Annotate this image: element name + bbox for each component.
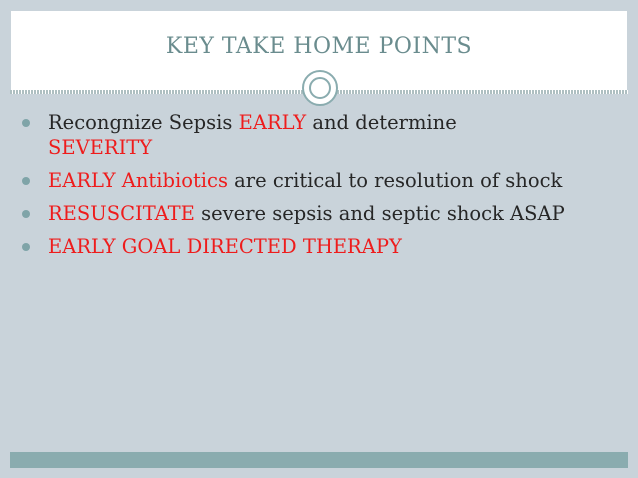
round-bullet-icon [22, 243, 30, 251]
point-1-text: Recongnize Sepsis [48, 111, 239, 134]
point-4-emphasis: EARLY GOAL DIRECTED THERAPY [48, 235, 402, 258]
list-item [0, 201, 638, 226]
round-bullet-icon [22, 119, 30, 127]
key-points-list [0, 110, 638, 267]
footer-bar [10, 452, 628, 468]
list-item [0, 234, 638, 259]
point-3-emphasis: RESUSCITATE [48, 202, 195, 225]
point-1-text-cont: and determine [306, 111, 457, 134]
point-1-emphasis-severity: SEVERITY [48, 136, 153, 159]
point-2-emphasis: EARLY Antibiotics [48, 169, 228, 192]
round-bullet-icon [22, 210, 30, 218]
point-3-text: severe sepsis and septic shock ASAP [194, 202, 565, 225]
point-2-text: are critical to resolution of shock [227, 169, 563, 192]
double-circle-icon [302, 70, 338, 106]
round-bullet-icon [22, 177, 30, 185]
list-item [0, 110, 638, 160]
point-1-emphasis-early: EARLY [238, 111, 307, 134]
list-item [0, 168, 638, 193]
slide-title: KEY TAKE HOME POINTS [165, 34, 473, 59]
